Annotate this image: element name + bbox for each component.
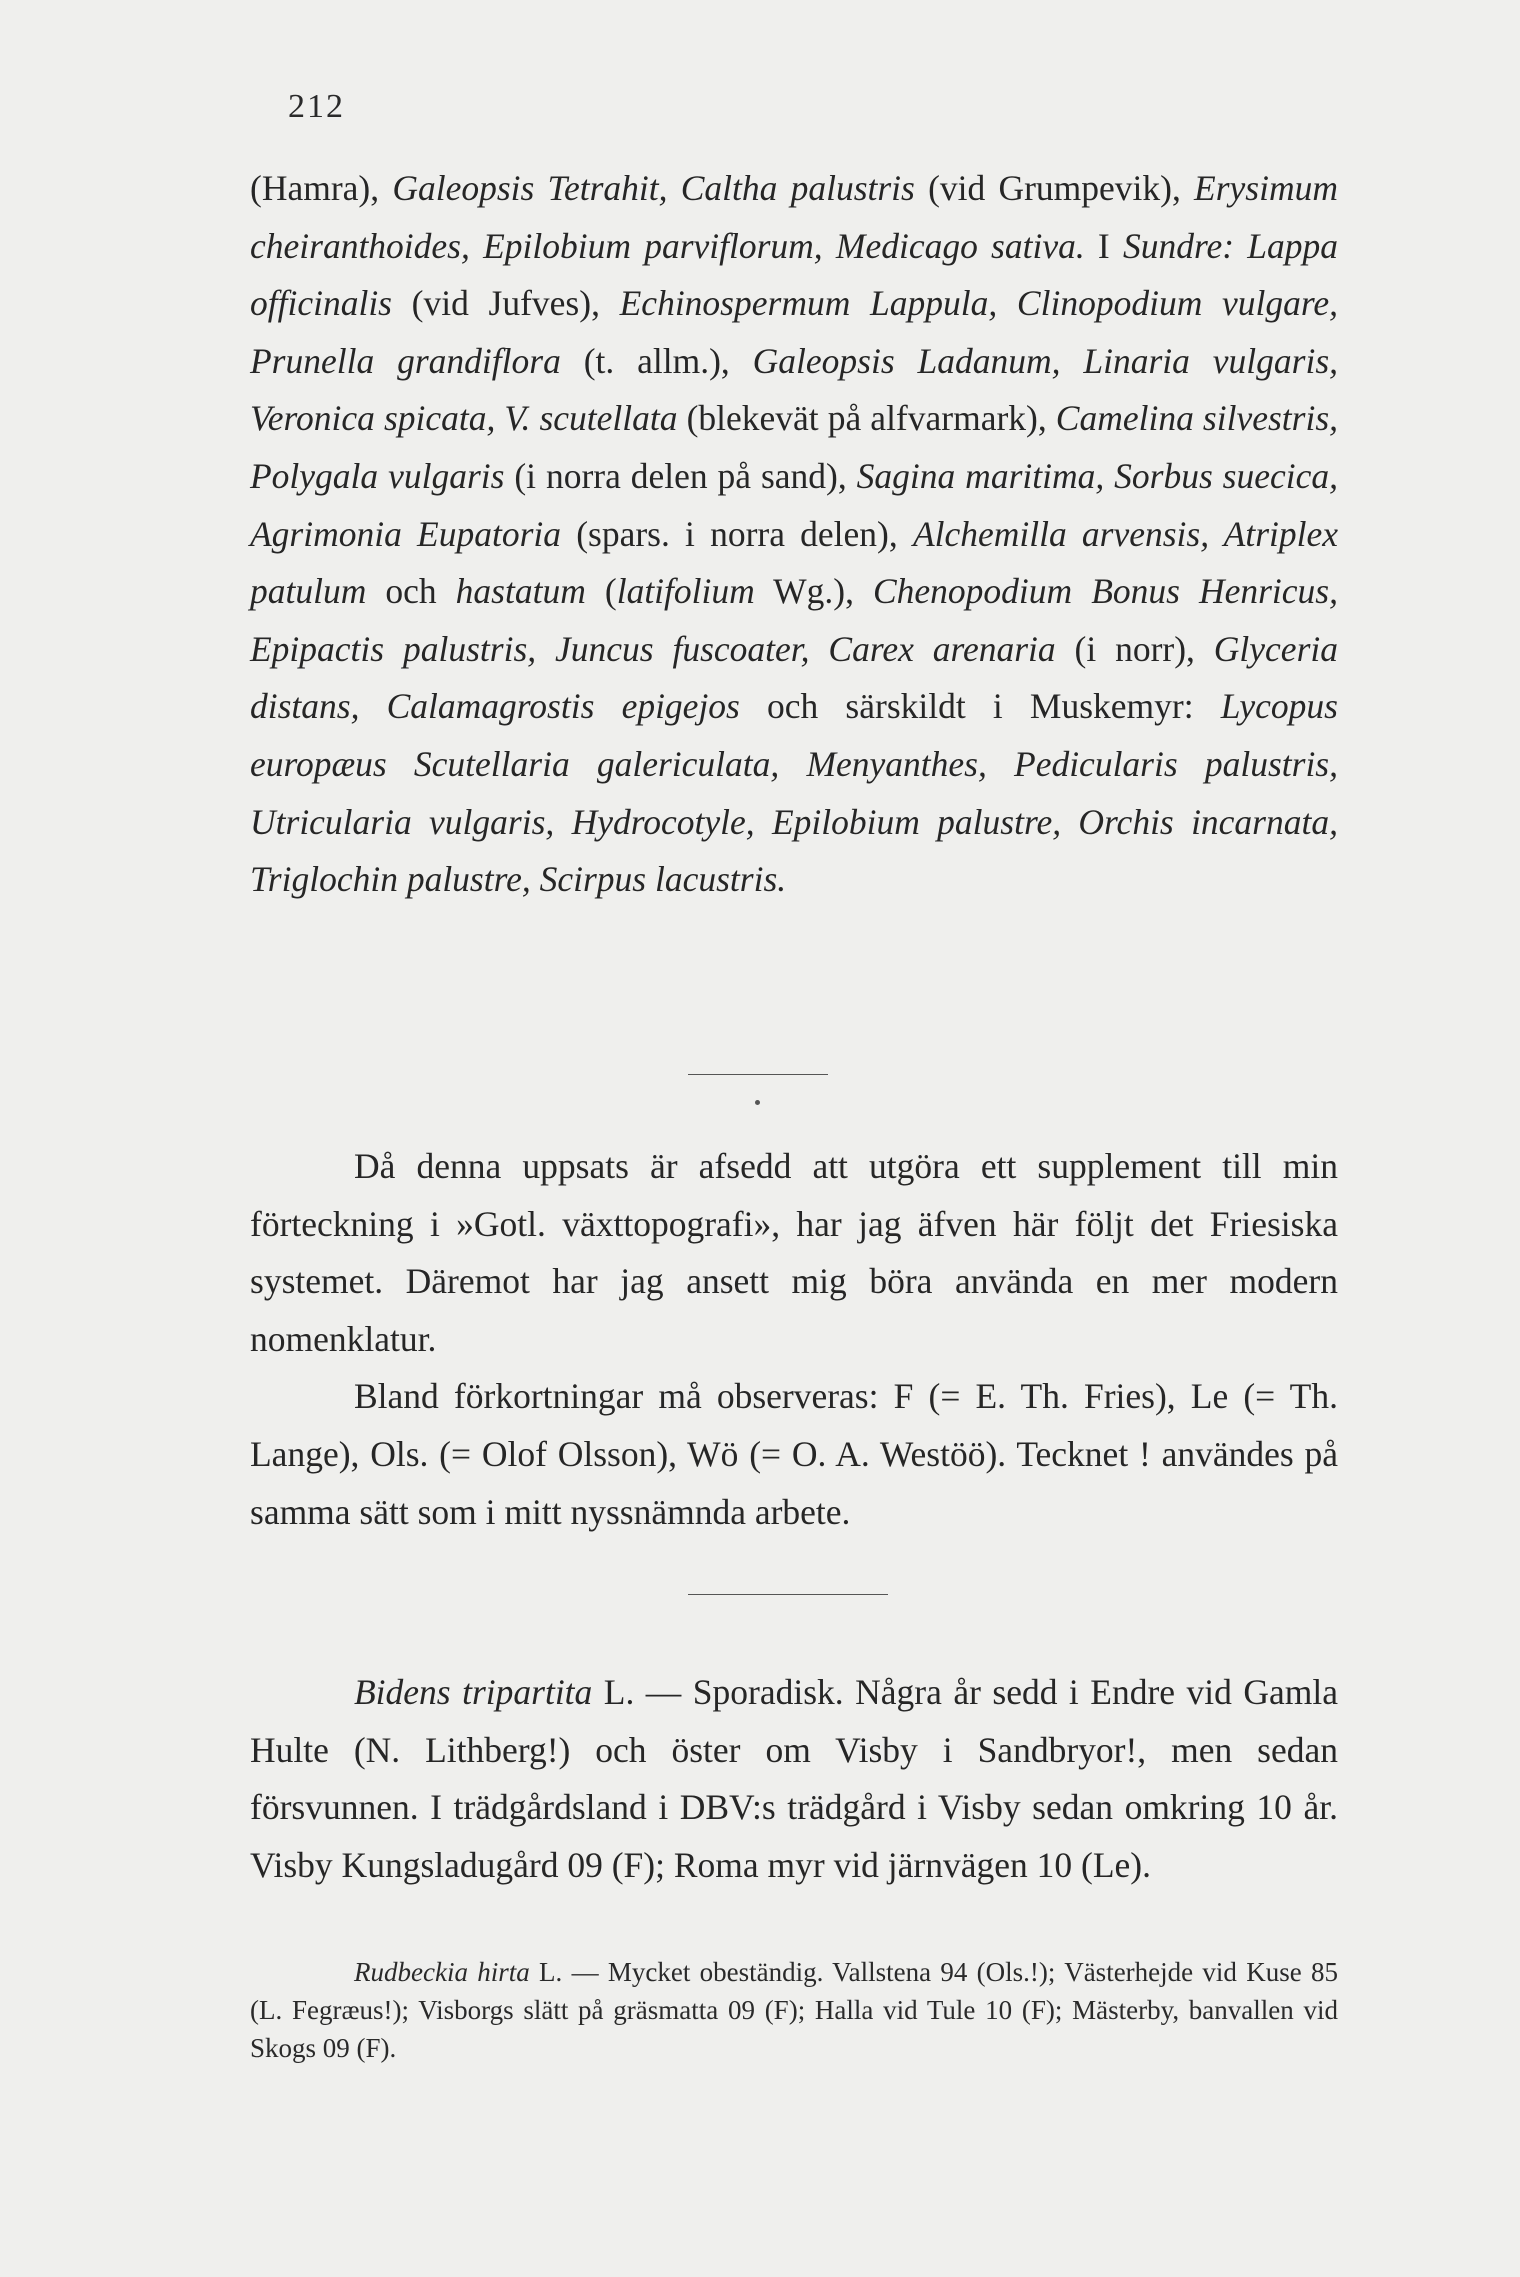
species-list-paragraph — [250, 160, 1338, 909]
intro-paragraph-1: Då denna uppsats är afsedd att utgöra ett supplement till min förteckning i »Gotl. växttopografi», har jag äfven här följt det Friesiska systemet. Däremot har jag ansett mig böra använda en mer modern nomenklatur. — [250, 1146, 1338, 1359]
text-run: L. — Mycket obeständig. Vallstena 94 (Ols.!); Västerhejde vid Kuse 85 (L. Fegræus!); Visborgs slätt på gräsmatta 09 (F); Halla vid Tule 10 (F); Mästerby, banvallen vid Skogs 09 (F). — [250, 1957, 1338, 2063]
text-run: (i norr), — [1055, 628, 1214, 669]
intro-paragraph-2: Bland förkortningar må observeras: F (= E. Th. Fries), Le (= Th. Lange), Ols. (= Olof Olsson), Wö (= O. A. Westöö). Tecknet ! användes på samma sätt som i mitt nyssnämnda arbete. — [250, 1376, 1338, 1532]
text-run: och särskildt i Muskemyr: — [739, 686, 1221, 727]
taxon-name: Camelina silvestris, Polygala vulgaris — [250, 398, 1339, 496]
section-divider-top — [688, 1074, 828, 1075]
species-entry-bidens — [250, 1664, 1338, 1894]
taxon-name: Galeopsis Tetrahit, Caltha palustris — [392, 168, 915, 208]
taxon-name: Lycopus europæus Scutellaria galericulata, Menyanthes, Pedicularis palustris, Utricularia vulgaris, Hydrocotyle, Epilobium palustre, Orchis incarnata, Triglochin palustre, Scirpus lacustris. — [250, 686, 1338, 900]
divider-dot — [755, 1100, 760, 1105]
taxon-name: Erysimum cheiranthoides, Epilobium parviflorum, Medicago sativa. — [250, 168, 1339, 266]
text-run: Wg.), — [754, 571, 873, 612]
species-list-text — [250, 160, 1338, 909]
taxon-name: Galeopsis Ladanum, Linaria vulgaris, Veronica spicata, V. scutellata — [250, 340, 1339, 439]
text-run: (spars. i norra delen), — [561, 513, 913, 554]
text-run: L. — Sporadisk. Några år sedd i Endre vid Gamla Hulte (N. Lithberg!) och öster om Visby i Sandbryor!, men sedan försvunnen. I trädgårdsland i DBV:s trädgård i Visby sedan omkring 10 år. Visby Kungsladugård 09 (F); Roma myr vid järnvägen 10 (Le). — [250, 1672, 1338, 1885]
section-divider-bottom — [688, 1594, 888, 1595]
taxon-name: Alchemilla arvensis, Atriplex patulum — [250, 513, 1338, 612]
taxon-name: Chenopodium Bonus Henricus, Epipactis palustris, Juncus fuscoater, Carex arenaria — [250, 571, 1338, 669]
text-run: (t. allm.), — [560, 340, 753, 381]
taxon-name: Glyceria distans, Calamagrostis epigejos — [250, 628, 1338, 727]
text-run: och — [366, 571, 456, 612]
taxon-name: Rudbeckia hirta — [354, 1957, 530, 1987]
taxon-name: latifolium — [616, 571, 755, 612]
text-run: (i norra delen på sand), — [504, 455, 857, 496]
text-run: (Hamra), — [250, 168, 393, 208]
taxon-name: Echinospermum Lappula, Clinopodium vulgare, Prunella grandiflora — [250, 283, 1338, 381]
taxon-name: Sagina maritima, Sorbus suecica, Agrimonia Eupatoria — [250, 455, 1339, 554]
text-run: ( — [585, 571, 617, 612]
page-number: 212 — [288, 88, 345, 125]
text-run: I — [1084, 225, 1123, 266]
taxon-name: Bidens tripartita — [354, 1672, 593, 1712]
text-run: (vid Jufves), — [392, 283, 620, 324]
entry-bidens-text — [250, 1664, 1338, 1894]
text-run: (blekevät på alfvarmark), — [677, 398, 1056, 439]
taxon-name: Sundre: Lappa officinalis — [250, 225, 1338, 324]
introduction-section — [250, 1138, 1338, 1541]
text-run: (vid Grumpevik), — [914, 168, 1195, 208]
species-entry-rudbeckia — [250, 1953, 1338, 2067]
taxon-name: hastatum — [455, 571, 586, 612]
